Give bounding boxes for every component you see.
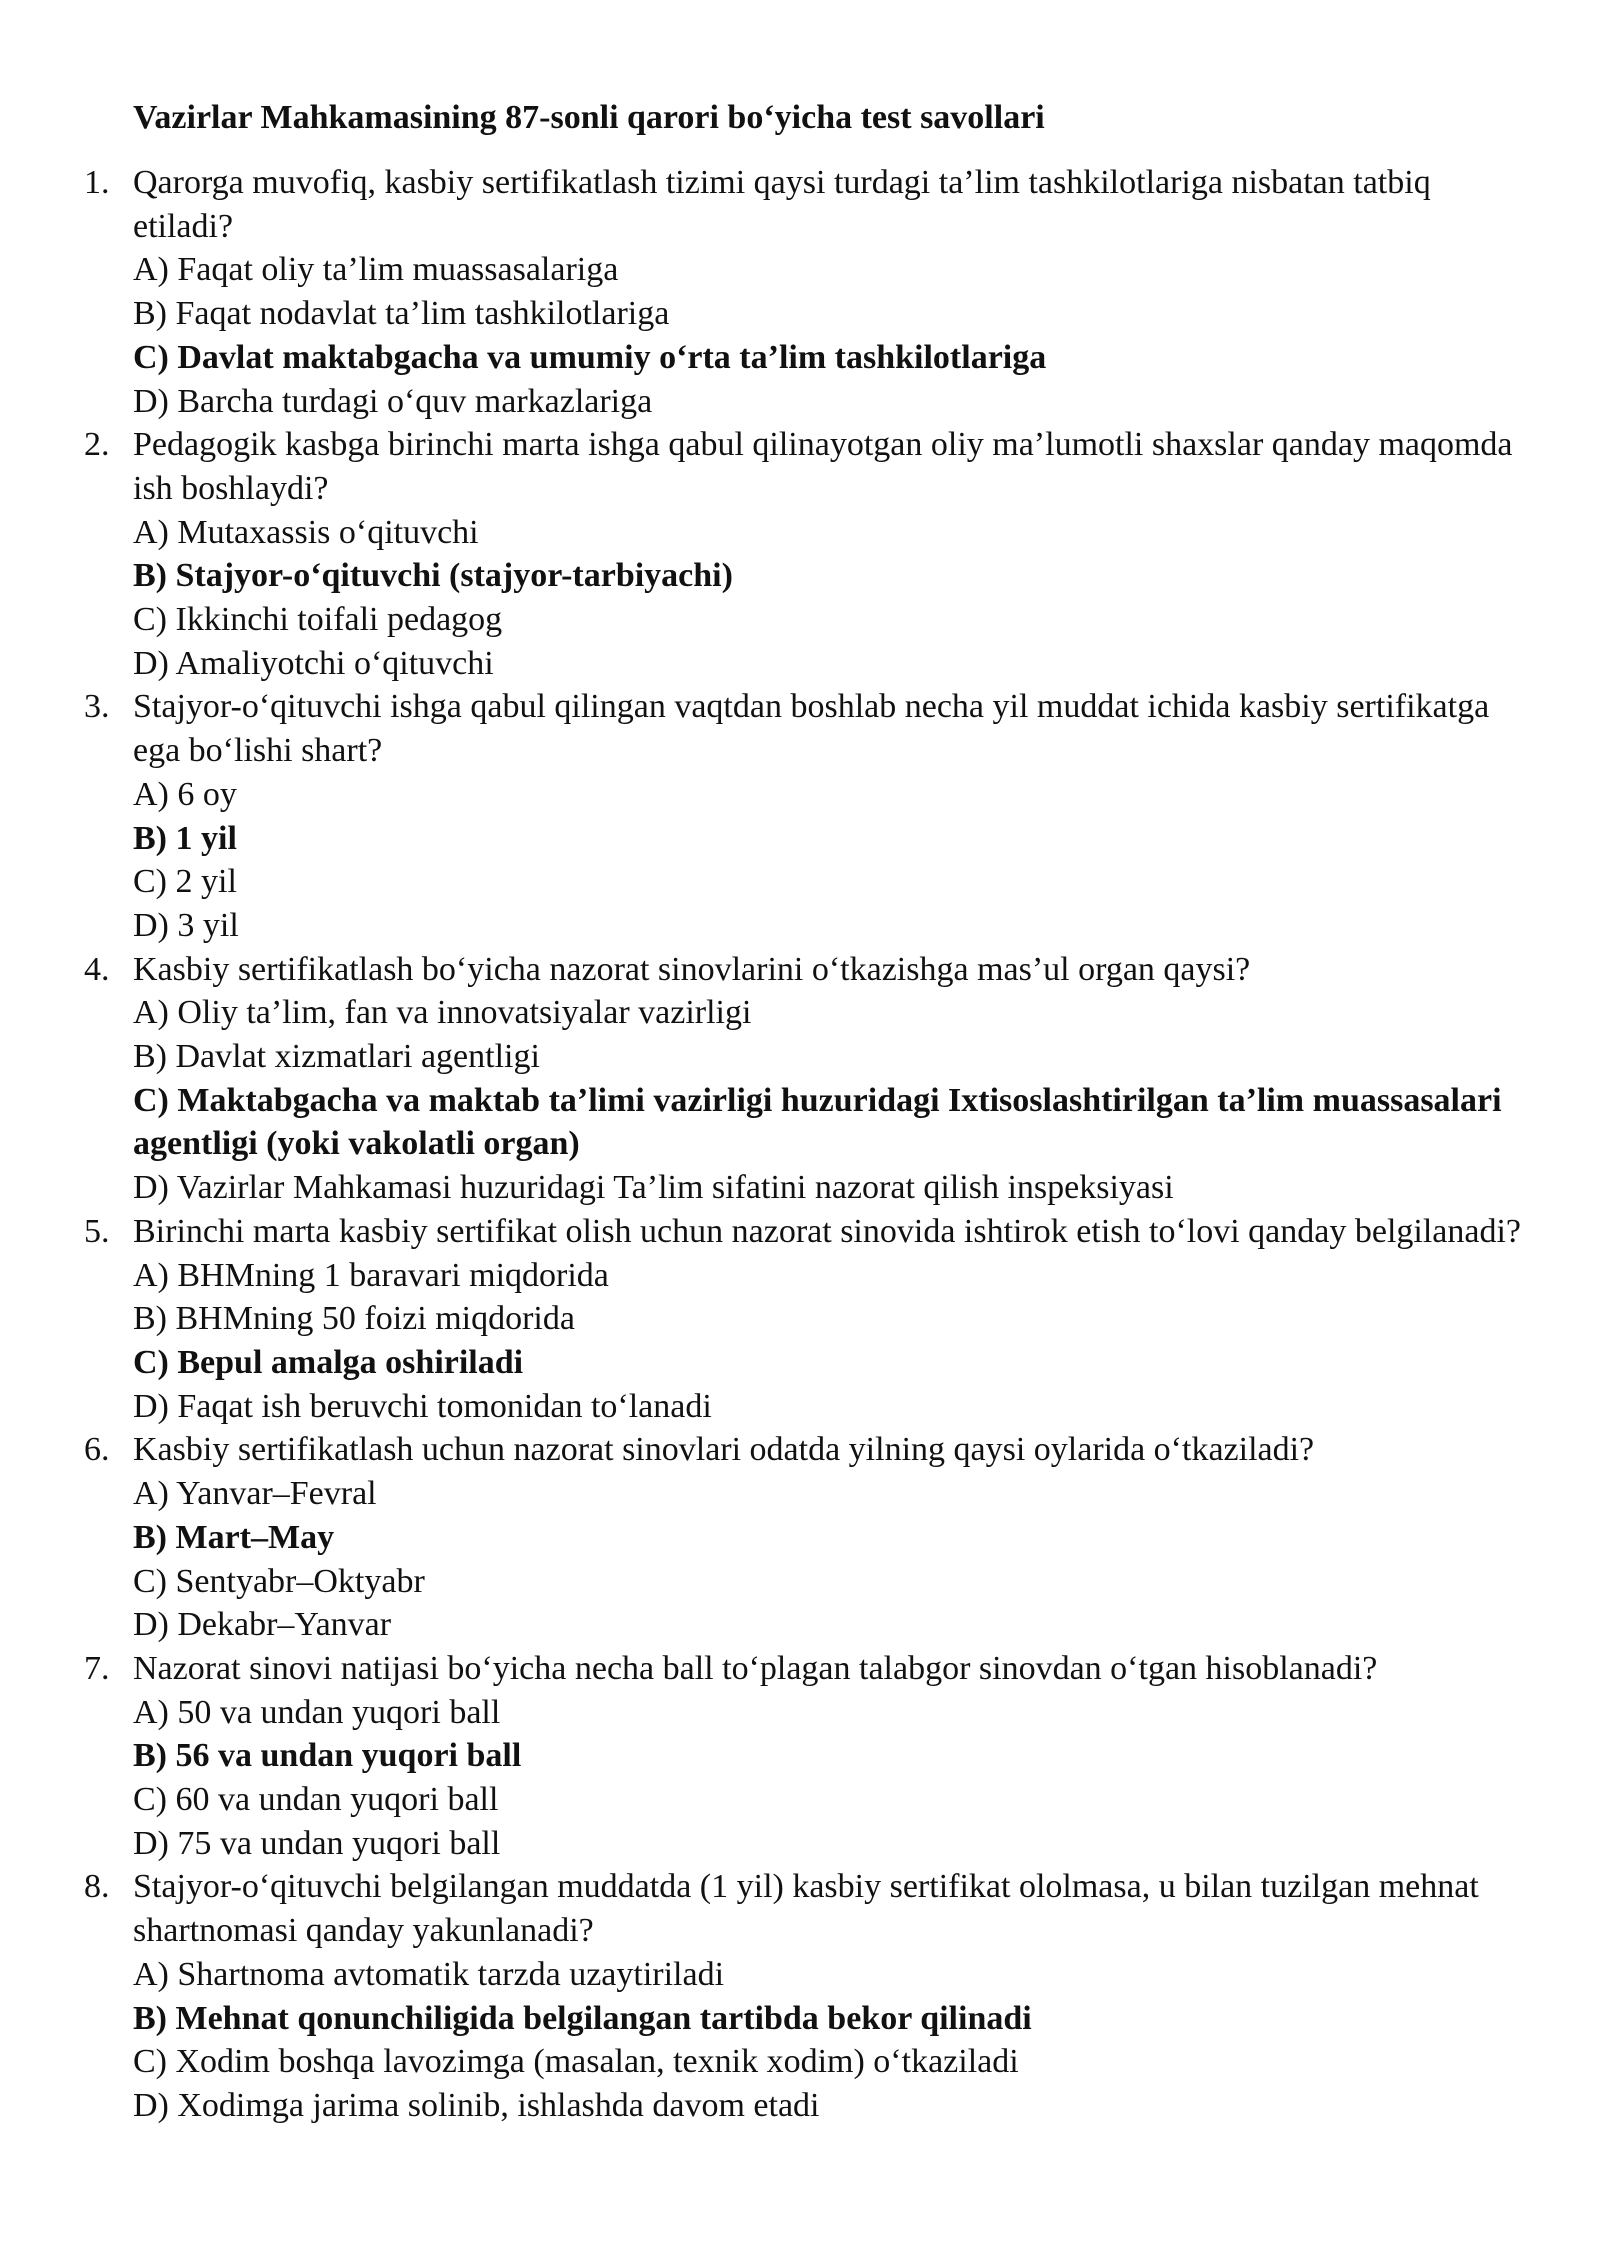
question-text: Kasbiy sertifikatlash bo‘yicha nazorat sinovlarini o‘tkazishga mas’ul organ qaysi? — [133, 950, 1251, 988]
answer-option-correct: B) Mehnat qonunchiligida belgilangan tartibda bekor qilinadi — [133, 1999, 1032, 2037]
question-list — [0, 161, 1600, 2128]
answer-option: B) BHMning 50 foizi miqdorida — [133, 1300, 575, 1338]
question-number: 1. — [84, 164, 110, 201]
question-text: Stajyor-o‘qituvchi belgilangan muddatda (1 yil) kasbiy sertifikat ololmasa, u bilan tuzilgan mehnat shartnomasi qanday yakunlanadi? — [133, 1868, 1479, 1950]
answer-option-correct: B) Mart–May — [133, 1518, 335, 1556]
question-number: 4. — [84, 950, 110, 988]
answer-option: C) Ikkinchi toifali pedagog — [133, 601, 503, 639]
question-item — [0, 423, 1600, 685]
question-item — [0, 1210, 1600, 1429]
answer-option: D) 3 yil — [133, 906, 239, 944]
answer-option: A) Yanvar–Fevral — [133, 1475, 377, 1513]
answer-option-correct: B) 1 yil — [133, 819, 237, 857]
answer-option: D) Faqat ish beruvchi tomonidan to‘lanadi — [133, 1387, 712, 1425]
answer-option: A) Shartnoma avtomatik tarzda uzaytiriladi — [133, 1955, 725, 1993]
answer-option: D) Amaliyotchi o‘qituvchi — [133, 644, 494, 682]
answer-option: A) Mutaxassis o‘qituvchi — [133, 513, 479, 551]
question-number: 5. — [84, 1212, 110, 1250]
answer-option-correct: B) Stajyor-o‘qituvchi (stajyor-tarbiyachi) — [133, 557, 733, 595]
question-text: Pedagogik kasbga birinchi marta ishga qabul qilinayotgan oliy ma’lumotli shaxslar qanday maqomda ish boshlaydi? — [133, 426, 1513, 507]
question-item — [0, 948, 1600, 1210]
answer-option-correct: C) Bepul amalga oshiriladi — [133, 1343, 524, 1381]
answer-option: C) Sentyabr–Oktyabr — [133, 1562, 425, 1600]
answer-option: A) 6 oy — [133, 775, 237, 813]
question-text: Kasbiy sertifikatlash uchun nazorat sinovlari odatda yilning qaysi oylarida o‘tkaziladi? — [133, 1431, 1315, 1469]
question-text: Stajyor-o‘qituvchi ishga qabul qilingan vaqtdan boshlab necha yil muddat ichida kasbiy sertifikatga ega bo‘lishi shart? — [133, 688, 1490, 770]
question-item — [0, 1865, 1600, 2127]
question-text: Birinchi marta kasbiy sertifikat olish uchun nazorat sinovida ishtirok etish to‘lovi qanday belgilanadi? — [133, 1212, 1522, 1250]
question-number: 8. — [84, 1868, 110, 1906]
answer-option: D) Xodimga jarima solinib, ishlashda davom etadi — [133, 2086, 820, 2124]
answer-option: D) Barcha turdagi o‘quv markazlariga — [133, 382, 653, 420]
answer-option: A) BHMning 1 baravari miqdorida — [133, 1256, 609, 1294]
question-item — [0, 685, 1600, 947]
question-number: 6. — [84, 1431, 110, 1469]
question-number: 3. — [84, 688, 110, 726]
answer-option: B) Davlat xizmatlari agentligi — [133, 1038, 540, 1076]
answer-option: D) Vazirlar Mahkamasi huzuridagi Ta’lim sifatini nazorat qilish inspeksiyasi — [133, 1169, 1174, 1207]
document-title: Vazirlar Mahkamasining 87-sonli qarori bo‘yicha test savollari — [133, 99, 1045, 136]
answer-option-correct: C) Maktabgacha va maktab ta’limi vazirligi huzuridagi Ixtisoslashtirilgan ta’lim muassasalari agentligi (yoki vakolatli organ) — [133, 1081, 1502, 1163]
answer-option: A) Oliy ta’lim, fan va innovatsiyalar vazirligi — [133, 994, 752, 1032]
answer-option: D) 75 va undan yuqori ball — [133, 1824, 501, 1862]
answer-option-correct: C) Davlat maktabgacha va umumiy o‘rta ta’lim tashkilotlariga — [133, 338, 1047, 376]
answer-option: C) Xodim boshqa lavozimga (masalan, texnik xodim) o‘tkaziladi — [133, 2043, 1019, 2081]
question-number: 7. — [84, 1649, 110, 1687]
question-item — [0, 161, 1600, 423]
question-text: Qarorga muvofiq, kasbiy sertifikatlash tizimi qaysi turdagi ta’lim tashkilotlariga nisbatan tatbiq etiladi? — [133, 164, 1431, 245]
question-item — [0, 1428, 1600, 1647]
answer-option: B) Faqat nodavlat ta’lim tashkilotlariga — [133, 295, 670, 333]
answer-option: A) 50 va undan yuqori ball — [133, 1693, 501, 1731]
question-item — [0, 1647, 1600, 1866]
answer-option: C) 2 yil — [133, 863, 237, 901]
answer-option-correct: B) 56 va undan yuqori ball — [133, 1737, 522, 1775]
question-text: Nazorat sinovi natijasi bo‘yicha necha ball to‘plagan talabgor sinovdan o‘tgan hisoblanadi? — [133, 1649, 1378, 1687]
answer-option: C) 60 va undan yuqori ball — [133, 1781, 499, 1819]
answer-option: A) Faqat oliy ta’lim muassasalariga — [133, 251, 619, 289]
question-number: 2. — [84, 426, 110, 464]
answer-option: D) Dekabr–Yanvar — [133, 1606, 392, 1644]
